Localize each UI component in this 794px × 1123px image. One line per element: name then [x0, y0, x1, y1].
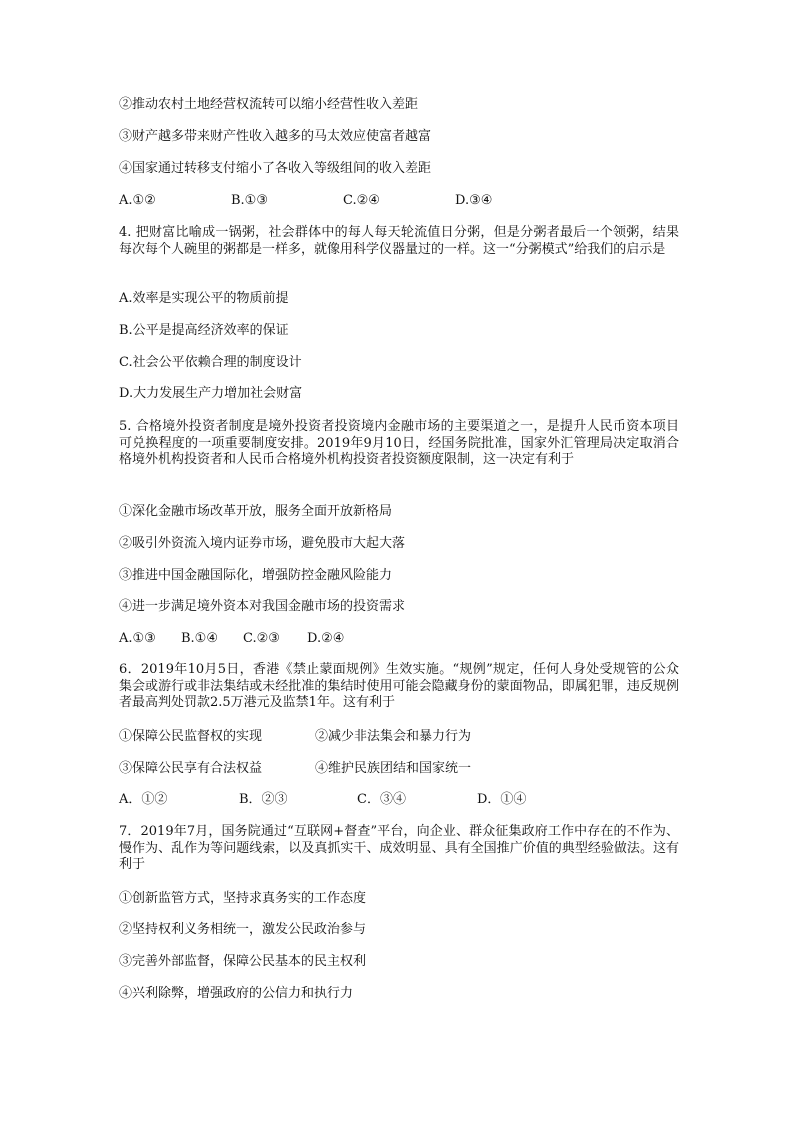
q4-option-c: C.社会公平依赖合理的制度设计 [119, 355, 302, 370]
q5-stem: 5. 合格境外投资者制度是境外投资者投资境内金融市场的主要渠道之一，是提升人民币资本项目可兑换程度的一项重要制度安排。2019年9月10日，经国务院批准，国家外汇管理局决定取消合格境外机构投资者和人民币合格境外机构投资者投资额度限制，这一决定有利于 [119, 419, 679, 467]
q6-items-row-2 [119, 761, 471, 777]
q5-item-3: ③推进中国金融国际化，增强防控金融风险能力 [119, 568, 393, 583]
q5-option-d: D.②④ [307, 631, 345, 646]
q7-item-1: ①创新监管方式，坚持求真务实的工作态度 [119, 891, 367, 906]
q3-item-2: ②推动农村土地经营权流转可以缩小经营性收入差距 [119, 97, 419, 112]
q4-option-b: B.公平是提高经济效率的保证 [119, 323, 289, 338]
q7-stem: 7．2019年7月，国务院通过“互联网+督查”平台，向企业、群众征集政府工作中存在的不作为、慢作为、乱作为等问题线索，以及真抓实干、成效明显、具有全国推广价值的典型经验做法。这有利于 [119, 824, 679, 872]
q7-item-3: ③完善外部监督，保障公民基本的民主权利 [119, 954, 367, 969]
q7-item-2: ②坚持权利义务相统一，激发公民政治参与 [119, 922, 367, 937]
q6-item-2: ②减少非法集会和暴力行为 [315, 729, 472, 744]
q6-option-d: D．①④ [477, 792, 527, 807]
q5-option-b: B.①④ [181, 631, 218, 646]
q5-item-1: ①深化金融市场改革开放，服务全面开放新格局 [119, 504, 393, 519]
q3-option-c: C.②④ [343, 193, 380, 208]
q5-option-c: C.②③ [243, 631, 280, 646]
q3-option-b: B.①③ [231, 193, 268, 208]
q3-item-4: ④国家通过转移支付缩小了各收入等级组间的收入差距 [119, 161, 432, 176]
q3-option-d: D.③④ [455, 193, 493, 208]
q6-option-c: C．③④ [357, 792, 406, 807]
q6-items-row-1 [119, 729, 471, 745]
q5-options [119, 631, 344, 647]
q5-item-2: ②吸引外资流入境内证券市场，避免股市大起大落 [119, 536, 406, 551]
q6-item-4: ④维护民族团结和国家统一 [315, 761, 472, 776]
q6-stem: 6．2019年10月5日，香港《禁止蒙面规例》生效实施。“规例”规定，任何人身处受规管的公众集会或游行或非法集结或未经批准的集结时使用可能会隐藏身份的蒙面物品，即属犯罪，违反规例者最高判处罚款2.5万港元及监禁1年。这有利于 [119, 662, 679, 710]
q4-stem: 4. 把财富比喻成一锅粥，社会群体中的每人每天轮流值日分粥，但是分粥者最后一个领粥，结果每次每个人碗里的粥都是一样多，就像用科学仪器量过的一样。这一“分粥模式”给我们的启示是 [119, 225, 679, 257]
q6-options [119, 792, 526, 808]
q6-item-1: ①保障公民监督权的实现 [119, 729, 263, 744]
q3-item-3: ③财产越多带来财产性收入越多的马太效应使富者越富 [119, 129, 432, 144]
q4-option-a: A.效率是实现公平的物质前提 [119, 291, 289, 306]
q6-option-a: A．①② [119, 792, 168, 807]
q3-options [119, 193, 492, 209]
q6-option-b: B．②③ [239, 792, 288, 807]
q3-option-a: A.①② [119, 193, 156, 208]
q4-option-d: D.大力发展生产力增加社会财富 [119, 386, 303, 401]
q5-item-4: ④进一步满足境外资本对我国金融市场的投资需求 [119, 599, 406, 614]
q6-item-3: ③保障公民享有合法权益 [119, 761, 263, 776]
q5-option-a: A.①③ [119, 631, 156, 646]
q7-item-4: ④兴利除弊，增强政府的公信力和执行力 [119, 986, 354, 1001]
